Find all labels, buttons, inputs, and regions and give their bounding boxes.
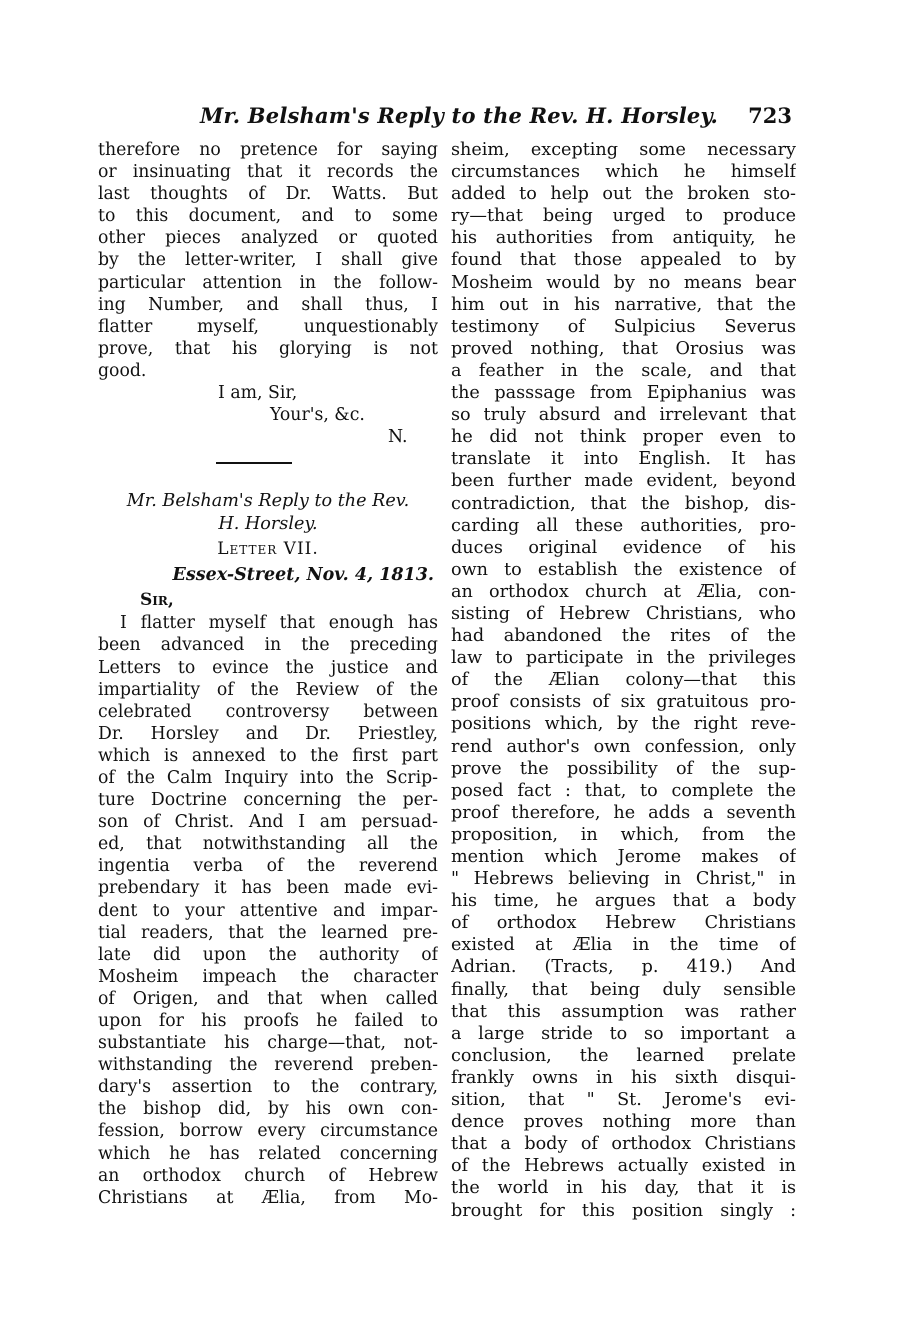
text-line: so truly absurd and irrelevant that — [451, 405, 796, 426]
left-column — [98, 139, 438, 1209]
text-line: his authorities from antiquity, he — [451, 228, 796, 249]
text-line: good. — [98, 360, 147, 381]
article-title-continued: H. Horsley. — [218, 514, 318, 535]
text-line: Adrian. (Tracts, p. 419.) And — [451, 957, 796, 978]
text-line: Mosheim impeach the character — [98, 966, 438, 987]
text-line: sition, that " St. Jerome's evi- — [451, 1090, 796, 1111]
text-line: a feather in the scale, and that — [451, 360, 796, 381]
article-title: Mr. Belsham's Reply to the Rev. — [126, 491, 410, 512]
text-line: prove the possibility of the sup- — [451, 758, 796, 779]
text-line: of the Hebrews actually existed in — [451, 1156, 796, 1177]
text-line: sisting of Hebrew Christians, who — [451, 603, 796, 624]
text-line: that this assumption was rather — [451, 1001, 796, 1022]
text-line: positions which, by the right reve- — [451, 714, 796, 735]
text-line: ry—that being urged to produce — [451, 206, 796, 227]
text-line: Letters to evince the justice and — [98, 657, 438, 678]
text-line: Dr. Horsley and Dr. Priestley, — [98, 723, 438, 744]
text-line: dence proves nothing more than — [451, 1112, 796, 1133]
closing-salutation: I am, Sir, — [218, 383, 298, 404]
text-line: sheim, excepting some necessary — [451, 140, 796, 160]
text-line: dent to your attentive and impar- — [98, 900, 438, 921]
text-line: Christians at Ælia, from Mo- — [98, 1187, 438, 1208]
text-line: been advanced in the preceding — [98, 635, 438, 656]
text-line: prove, that his glorying is not — [98, 338, 438, 359]
text-line: testimony of Sulpicius Severus — [451, 316, 796, 337]
text-line: of the Calm Inquiry into the Scrip- — [98, 767, 438, 788]
text-line: proof consists of six gratuitous pro- — [451, 692, 796, 713]
text-line: proved nothing, that Orosius was — [451, 338, 796, 359]
salutation: Sir, — [140, 590, 174, 611]
text-line: the bishop did, by his own con- — [98, 1099, 438, 1120]
dateline: Essex-Street, Nov. 4, 1813. — [172, 565, 434, 586]
text-line: impartiality of the Review of the — [98, 679, 438, 700]
text-line: him out in his narrative, that the — [451, 294, 796, 315]
text-line: ingentia verba of the reverend — [98, 856, 438, 877]
text-line: finally, that being duly sensible — [451, 979, 796, 1000]
text-line: of the Ælian colony—that this — [451, 670, 796, 691]
text-line: law to participate in the privileges — [451, 648, 796, 669]
text-line: an orthodox church at Ælia, con- — [451, 581, 796, 602]
text-line: duces original evidence of his — [451, 537, 796, 558]
text-line: " Hebrews believing in Christ," in — [451, 869, 796, 890]
text-line: substantiate his charge—that, not- — [98, 1033, 438, 1054]
text-line: fession, borrow every circumstance — [98, 1121, 438, 1142]
text-line: therefore no pretence for saying — [98, 140, 438, 160]
text-line: the world in his day, that it is — [451, 1178, 796, 1199]
text-line: tial readers, that the learned pre- — [98, 922, 438, 943]
text-line: been further made evident, beyond — [451, 471, 796, 492]
text-line: own to establish the existence of — [451, 559, 796, 580]
text-line: conclusion, the learned prelate — [451, 1045, 796, 1066]
text-line: the passsage from Epiphanius was — [451, 383, 796, 404]
text-line: found that those appealed to by — [451, 250, 796, 271]
text-line: flatter myself, unquestionably — [98, 316, 438, 337]
signature: N. — [388, 427, 408, 448]
text-line: I flatter myself that enough has — [120, 613, 438, 634]
text-line: late did upon the authority of — [98, 944, 438, 965]
text-line: proof therefore, he adds a seventh — [451, 802, 796, 823]
text-line: by the letter-writer, I shall give — [98, 250, 438, 271]
text-line: or insinuating that it records the — [98, 162, 438, 183]
text-line: contradiction, that the bishop, dis- — [451, 493, 796, 514]
text-line: frankly owns in his sixth disqui- — [451, 1067, 796, 1088]
text-line: particular attention in the follow- — [98, 272, 438, 293]
text-line: posed fact : that, to complete the — [451, 780, 796, 801]
text-line: proposition, in which, from the — [451, 824, 796, 845]
text-line: had abandoned the rites of the — [451, 626, 796, 647]
text-line: ed, that notwithstanding all the — [98, 834, 438, 855]
text-line: prebendary it has been made evi- — [98, 878, 438, 899]
text-line: circumstances which he himself — [451, 162, 796, 183]
text-line: upon for his proofs he failed to — [98, 1011, 438, 1031]
closing-valediction: Your's, &c. — [270, 405, 365, 426]
text-line: other pieces analyzed or quoted — [98, 228, 438, 249]
text-line: that a body of orthodox Christians — [451, 1134, 796, 1155]
text-line: rend author's own confession, only — [451, 736, 796, 757]
letter-number: Letter VII. — [217, 539, 319, 560]
text-line: dary's assertion to the contrary, — [98, 1077, 438, 1098]
text-line: existed at Ælia in the time of — [451, 935, 796, 956]
text-line: Mosheim would by no means bear — [451, 272, 796, 293]
text-line: ing Number, and shall thus, I — [98, 294, 438, 315]
right-column — [451, 139, 796, 1222]
text-line: celebrated controversy between — [98, 701, 438, 722]
paragraph-closing-letter — [98, 139, 438, 382]
text-line: son of Christ. And I am persuad- — [98, 812, 438, 833]
letter-closing — [98, 382, 438, 448]
text-line: carding all these authorities, pro- — [451, 515, 796, 536]
text-line: which he has related concerning — [98, 1143, 438, 1164]
text-line: withstanding the reverend preben- — [98, 1055, 438, 1076]
text-line: ture Doctrine concerning the per- — [98, 790, 438, 811]
text-line: his time, he argues that a body — [451, 891, 796, 912]
running-head: Mr. Belsham's Reply to the Rev. H. Horsley. — [200, 103, 718, 128]
text-line: of Origen, and that when called — [98, 988, 438, 1009]
text-line: last thoughts of Dr. Watts. But — [98, 184, 438, 205]
text-line: a large stride to so important a — [451, 1023, 796, 1044]
text-line: of orthodox Hebrew Christians — [451, 913, 796, 934]
paragraph-letter-body — [98, 612, 438, 1209]
text-line: to this document, and to some — [98, 206, 438, 227]
text-line: brought for this position singly : — [451, 1200, 796, 1221]
text-line: an orthodox church of Hebrew — [98, 1165, 438, 1186]
text-line: he did not think proper even to — [451, 427, 796, 448]
page-number: 723 — [748, 103, 792, 128]
text-line: added to help out the broken sto- — [451, 184, 796, 205]
text-line: which is annexed to the first part — [98, 745, 438, 766]
section-divider — [216, 462, 292, 464]
text-line: mention which Jerome makes of — [451, 847, 796, 867]
article-heading — [98, 490, 438, 562]
running-header — [200, 103, 800, 133]
text-line: translate it into English. It has — [451, 449, 796, 470]
